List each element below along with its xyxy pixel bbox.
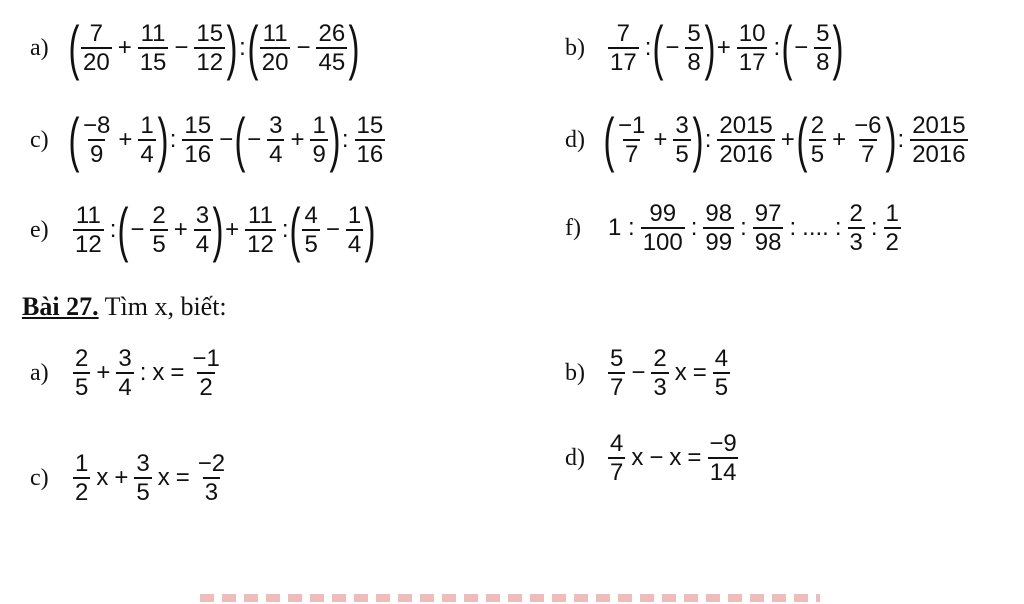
minus-sign: −	[219, 126, 234, 153]
equation-b	[605, 345, 733, 401]
exercise-e-row3	[30, 196, 376, 263]
plus-sign: +	[716, 34, 731, 61]
exercise-a-row1	[30, 14, 360, 81]
paren-close: )	[157, 106, 169, 173]
fraction: $\frac{2015}{2016}$	[912, 112, 966, 168]
fraction: $\frac{98}{99}$	[705, 200, 733, 256]
lead-term: 1 :	[608, 214, 635, 241]
ellipsis: ....	[802, 214, 829, 241]
divide-sign: :	[139, 359, 147, 386]
plus-sign: +	[118, 126, 133, 153]
paren-close: )	[226, 14, 238, 81]
equation-d	[605, 430, 742, 486]
expression-e	[70, 196, 376, 263]
fraction: $\frac{-6}{7}$	[854, 112, 882, 168]
fraction: $\frac{11}{20}$	[261, 20, 289, 76]
divide-sign: :	[109, 216, 117, 243]
fraction: $\frac{2}{5}$	[810, 112, 825, 168]
fraction: $\frac{4}{5}$	[304, 202, 318, 258]
minus-sign: −	[325, 216, 340, 243]
fraction: $\frac{11}{15}$	[139, 20, 167, 76]
paren-open: (	[796, 106, 808, 173]
fraction: $\frac{7}{17}$	[610, 20, 637, 76]
fraction: $\frac{15}{16}$	[184, 112, 212, 168]
divide-sign: :	[897, 126, 905, 153]
divide-sign: :	[169, 126, 177, 153]
divide-sign: :	[870, 214, 878, 241]
fraction: $\frac{2}{3}$	[653, 345, 667, 401]
exercise-instruction: Tìm x, biết:	[104, 292, 227, 321]
divide-sign: :	[690, 214, 698, 241]
fraction: $\frac{-1}{2}$	[192, 345, 220, 401]
fraction: $\frac{2}{5}$	[152, 202, 166, 258]
label-d: d)	[565, 444, 585, 471]
fraction: $\frac{-9}{14}$	[709, 430, 737, 486]
fraction: $\frac{2}{3}$	[849, 200, 863, 256]
paren-open: (	[603, 106, 615, 173]
minus-sign: −	[665, 34, 680, 61]
variable-x: x	[669, 444, 682, 471]
divide-sign: :	[281, 216, 289, 243]
divide-sign: :	[773, 34, 781, 61]
divide-sign: :	[740, 214, 747, 241]
equals-sign: =	[175, 464, 190, 491]
exercise-d-row2	[565, 106, 971, 173]
fraction: $\frac{1}{4}$	[140, 112, 154, 168]
fraction: $\frac{1}{2}$	[75, 450, 89, 506]
fraction: $\frac{3}{4}$	[118, 345, 132, 401]
fraction: $\frac{5}{8}$	[687, 20, 701, 76]
fraction: $\frac{1}{4}$	[347, 202, 362, 258]
plus-sign: +	[117, 34, 132, 61]
paren-close: )	[692, 106, 704, 173]
exercise-27a	[30, 345, 225, 401]
divide-sign: :	[644, 34, 652, 61]
fraction: $\frac{1}{9}$	[312, 112, 326, 168]
section-title	[22, 292, 227, 322]
equals-sign: =	[692, 359, 707, 386]
fraction: $\frac{11}{12}$	[75, 202, 102, 258]
label-f: f)	[565, 214, 581, 241]
minus-sign: −	[247, 126, 262, 153]
fraction: $\frac{3}{5}$	[136, 450, 150, 506]
fraction: $\frac{1}{2}$	[885, 200, 899, 256]
paren-open: (	[289, 196, 301, 263]
paren-open: (	[117, 196, 129, 263]
plus-sign: +	[173, 216, 188, 243]
plus-sign: +	[225, 216, 240, 243]
fraction: $\frac{2015}{2016}$	[719, 112, 773, 168]
plus-sign: +	[653, 126, 668, 153]
exercise-27c	[30, 450, 230, 506]
fraction: $\frac{11}{12}$	[247, 202, 274, 258]
minus-sign: −	[174, 34, 189, 61]
exercise-27b	[565, 345, 733, 401]
fraction: $\frac{97}{98}$	[754, 200, 782, 256]
equation-c	[70, 450, 230, 506]
minus-sign: −	[296, 34, 311, 61]
fraction: $\frac{3}{4}$	[269, 112, 283, 168]
exercise-b-row1	[565, 14, 844, 81]
paren-close: )	[885, 106, 897, 173]
paren-open: (	[68, 14, 80, 81]
fraction: $\frac{15}{16}$	[356, 112, 384, 168]
expression-a	[68, 14, 360, 81]
minus-sign: −	[631, 359, 646, 386]
expression-c	[68, 106, 388, 173]
plus-sign: +	[290, 126, 305, 153]
fraction: $\frac{5}{7}$	[610, 345, 624, 401]
divide-sign: :	[239, 34, 246, 61]
variable-x: x	[674, 359, 687, 386]
paren-open: (	[781, 14, 793, 81]
paren-close: )	[832, 14, 844, 81]
label-a: a)	[30, 34, 49, 61]
exercise-27d	[565, 430, 742, 486]
minus-sign: −	[130, 216, 145, 243]
fraction: $\frac{4}{5}$	[714, 345, 729, 401]
expression-b	[605, 14, 844, 81]
exercise-c-row2	[30, 106, 388, 173]
minus-sign: −	[794, 34, 809, 61]
fraction: $\frac{-2}{3}$	[197, 450, 226, 506]
equals-sign: =	[170, 359, 185, 386]
paren-close: )	[704, 14, 716, 81]
fraction: $\frac{-1}{7}$	[617, 112, 646, 168]
plus-sign: +	[96, 359, 111, 386]
divide-sign: :	[789, 214, 797, 241]
fraction: $\frac{26}{45}$	[318, 20, 346, 76]
paren-close: )	[212, 196, 224, 263]
plus-sign: +	[780, 126, 795, 153]
divide-sign: :	[834, 214, 842, 241]
expression-f	[605, 200, 904, 256]
paren-close: )	[364, 196, 376, 263]
fraction: $\frac{5}{8}$	[816, 20, 830, 76]
fraction: $\frac{2}{5}$	[75, 345, 89, 401]
exercise-number: Bài 27.	[22, 292, 99, 321]
paren-close: )	[348, 14, 360, 81]
fraction: $\frac{99}{100}$	[642, 200, 683, 256]
fraction: $\frac{7}{20}$	[82, 20, 110, 76]
expression-d	[603, 106, 971, 173]
label-a: a)	[30, 359, 49, 386]
label-b: b)	[565, 359, 585, 386]
equals-sign: =	[687, 444, 702, 471]
plus-sign: +	[114, 464, 129, 491]
fraction: $\frac{4}{7}$	[610, 430, 624, 486]
minus-sign: −	[649, 444, 664, 471]
fraction: $\frac{-8}{9}$	[82, 112, 111, 168]
paren-open: (	[68, 106, 80, 173]
divide-sign: :	[704, 126, 712, 153]
cropped-red-text-strip	[200, 594, 820, 602]
plus-sign: +	[832, 126, 847, 153]
fraction: $\frac{3}{4}$	[195, 202, 210, 258]
paren-open: (	[247, 14, 259, 81]
fraction: $\frac{10}{17}$	[738, 20, 766, 76]
divide-sign: :	[341, 126, 349, 153]
label-e: e)	[30, 216, 49, 243]
exercise-f-row3	[565, 200, 904, 256]
label-d: d)	[565, 126, 585, 153]
equation-a	[70, 345, 225, 401]
variable-x: x	[157, 464, 170, 491]
variable-x: x	[96, 464, 109, 491]
label-c: c)	[30, 126, 49, 153]
variable-x: x	[631, 444, 644, 471]
label-c: c)	[30, 464, 49, 491]
label-b: b)	[565, 34, 585, 61]
paren-open: (	[234, 106, 246, 173]
fraction: $\frac{3}{5}$	[675, 112, 689, 168]
fraction: $\frac{15}{12}$	[196, 20, 224, 76]
paren-close: )	[329, 106, 341, 173]
paren-open: (	[652, 14, 664, 81]
variable-x: x	[152, 359, 165, 386]
